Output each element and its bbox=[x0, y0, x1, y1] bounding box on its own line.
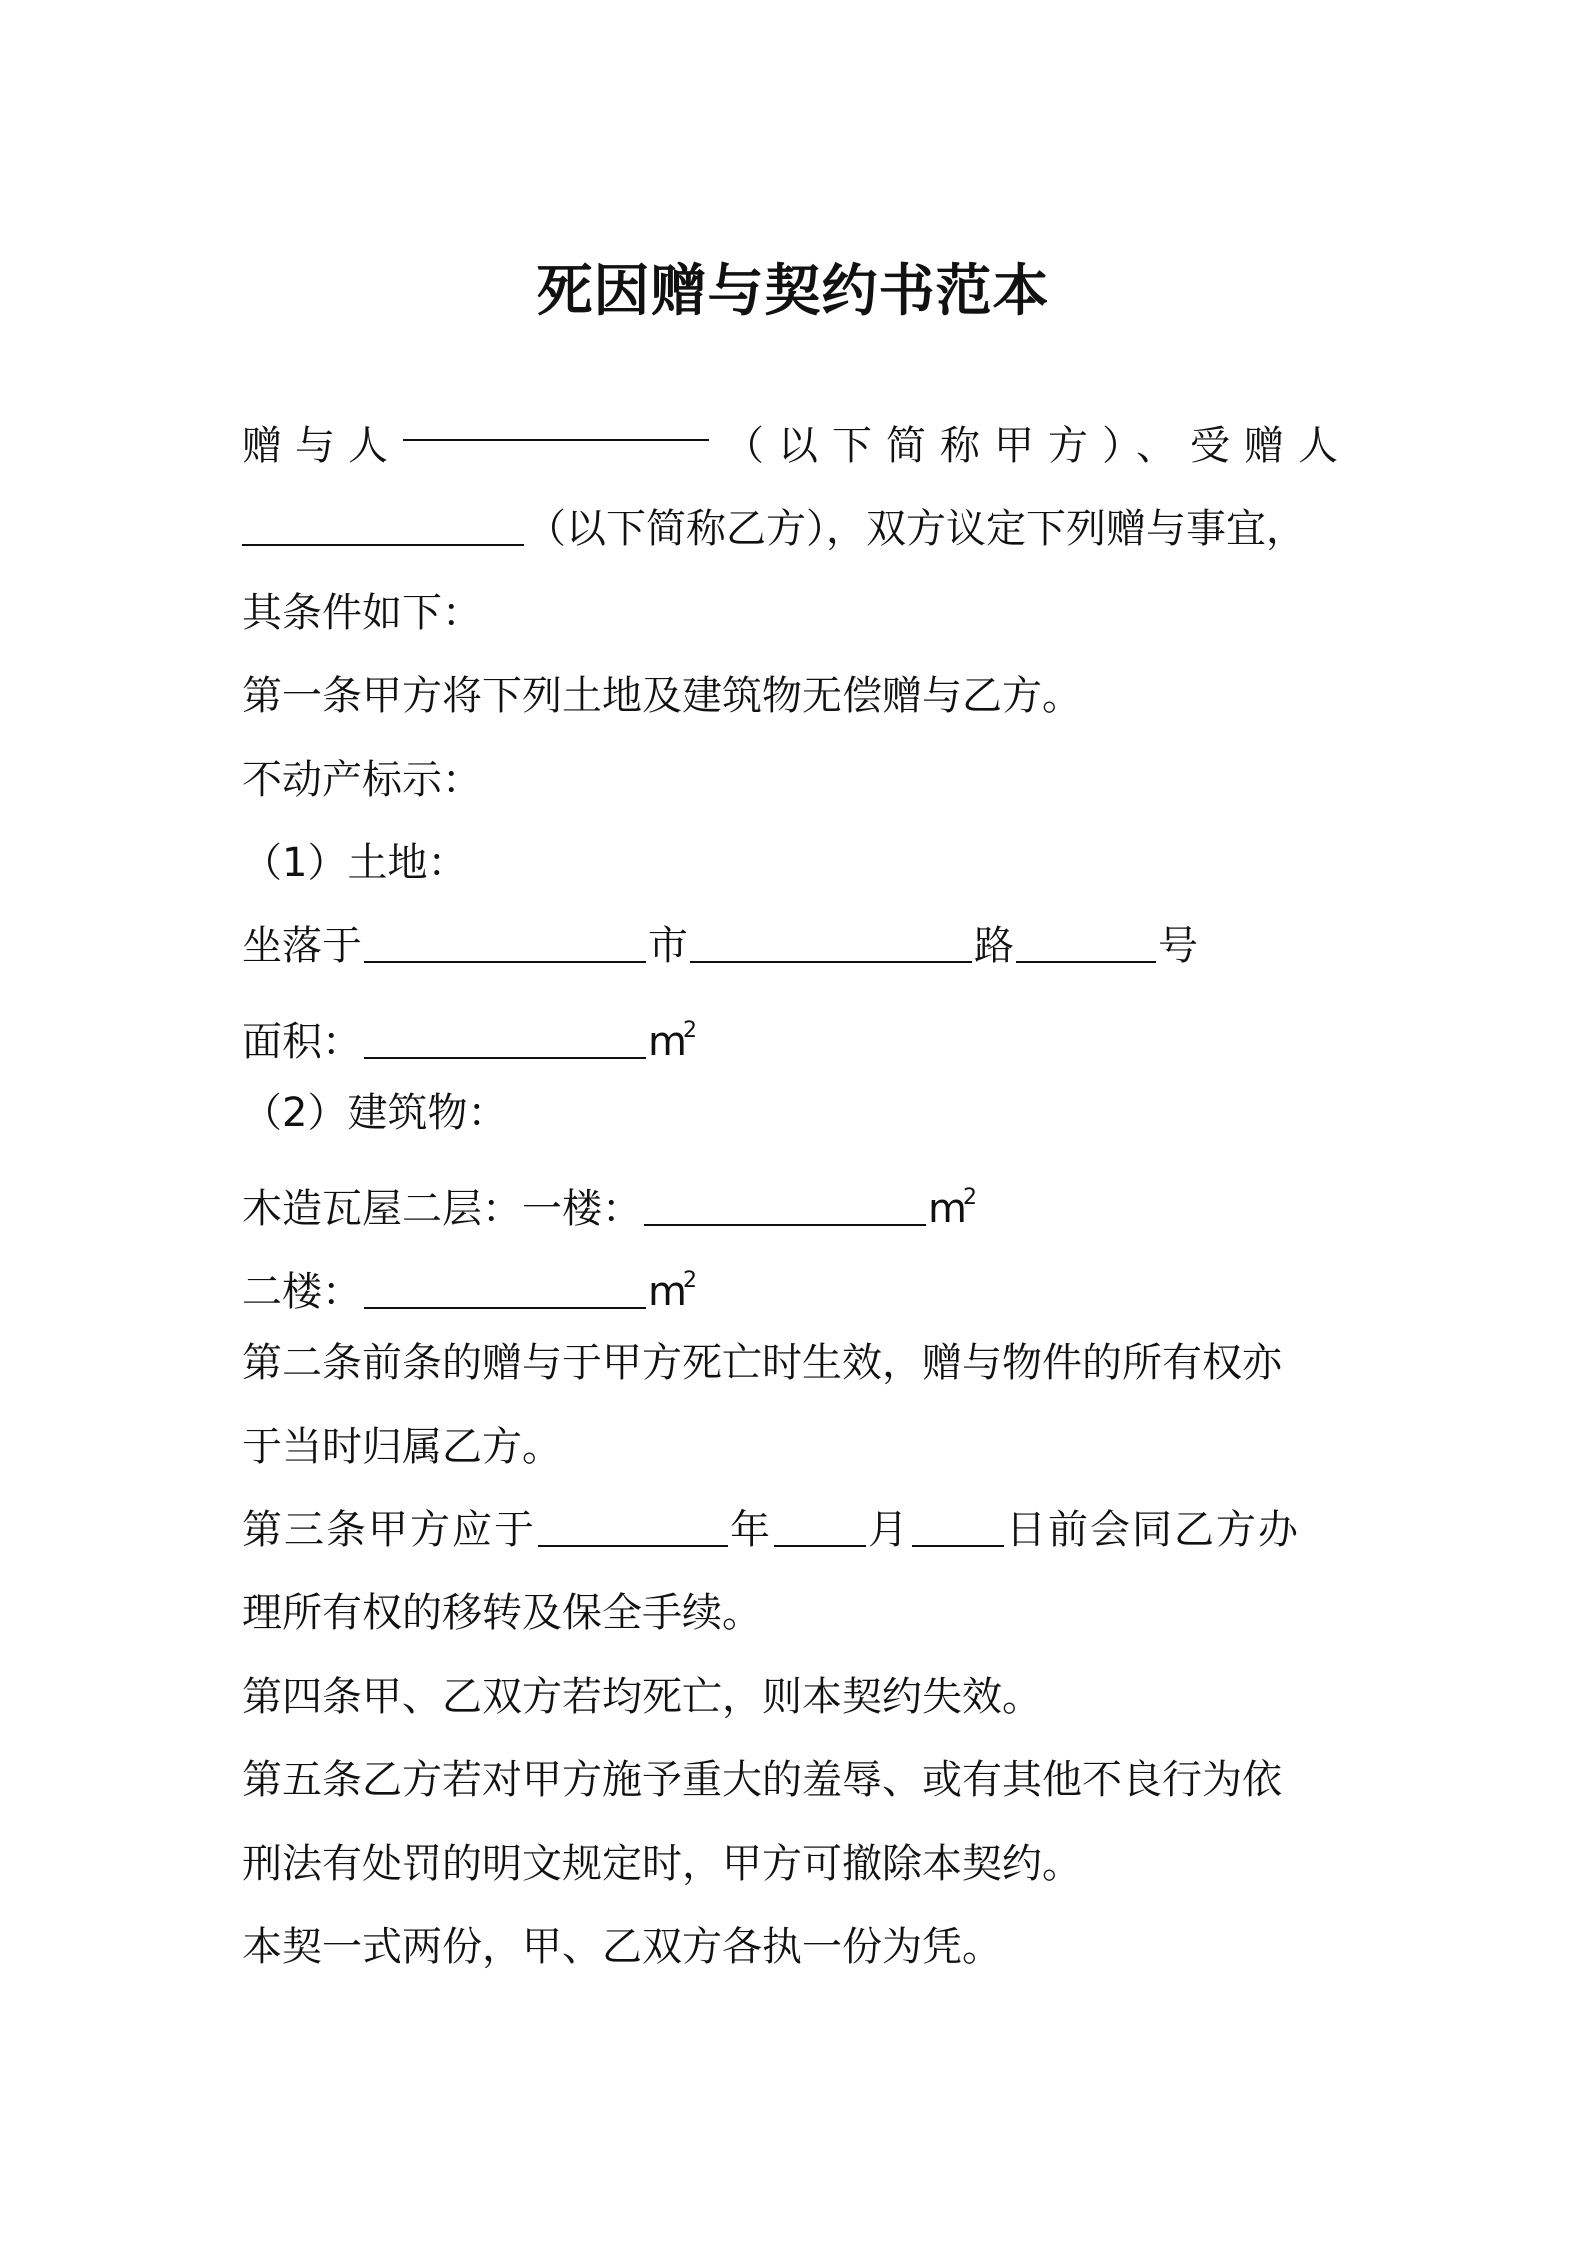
location-road: 路 bbox=[974, 923, 1014, 970]
article-1: 第一条甲方将下列土地及建筑物无偿赠与乙方。 bbox=[242, 673, 1082, 720]
intro-char: 赠 bbox=[242, 423, 282, 469]
square-meter-unit: $m^2$ bbox=[648, 1017, 697, 1065]
location-no: 号 bbox=[1158, 923, 1198, 970]
article-4: 第四条甲、乙双方若均死亡，则本契约失效。 bbox=[242, 1673, 1042, 1720]
location-city: 市 bbox=[648, 923, 688, 970]
square-meter-unit: $m^2$ bbox=[648, 1267, 697, 1315]
land-label: （1）土地： bbox=[242, 839, 468, 886]
land-location bbox=[242, 905, 1352, 988]
closing-statement: 本契一式两份，甲、乙双方各执一份为凭。 bbox=[242, 1924, 1002, 1971]
article-3-month: 月 bbox=[868, 1507, 910, 1554]
document-body bbox=[242, 405, 1352, 1989]
article-3-day: 日前会同乙方办 bbox=[1006, 1507, 1300, 1554]
article-2-line-2: 于当时归属乙方。 bbox=[242, 1423, 562, 1470]
article-3-line-1 bbox=[242, 1489, 1352, 1572]
intro-line-2 bbox=[242, 488, 1352, 571]
document-title: 死因赠与契约书范本 bbox=[536, 259, 1050, 324]
square-meter-unit: $m^2$ bbox=[928, 1184, 977, 1232]
donee-blank[interactable] bbox=[242, 510, 524, 546]
floor-2-area-blank[interactable] bbox=[364, 1273, 646, 1309]
month-blank[interactable] bbox=[774, 1511, 866, 1547]
building-floor-1 bbox=[242, 1156, 1352, 1239]
intro-char: 人 bbox=[348, 423, 388, 469]
location-prefix: 坐落于 bbox=[242, 923, 362, 970]
article-3-year: 年 bbox=[730, 1507, 772, 1554]
property-label: 不动产标示： bbox=[242, 756, 482, 803]
floor-1-area-blank[interactable] bbox=[644, 1190, 926, 1226]
day-blank[interactable] bbox=[912, 1511, 1004, 1547]
year-blank[interactable] bbox=[538, 1511, 728, 1547]
number-blank[interactable] bbox=[1016, 927, 1156, 963]
intro-line-2-text: （以下简称乙方），双方议定下列赠与事宜， bbox=[526, 506, 1306, 553]
building-floor-2 bbox=[242, 1239, 1352, 1322]
land-area-blank[interactable] bbox=[364, 1023, 646, 1059]
land-area bbox=[242, 989, 1352, 1072]
donor-blank[interactable] bbox=[403, 405, 709, 441]
article-5-line-2: 刑法有处罚的明文规定时，甲方可撤除本契约。 bbox=[242, 1840, 1082, 1887]
article-5-line-1: 第五条乙方若对甲方施予重大的羞辱、或有其他不良行为依 bbox=[242, 1757, 1282, 1804]
road-blank[interactable] bbox=[690, 927, 972, 963]
article-3-prefix: 第三条甲方应于 bbox=[242, 1507, 536, 1554]
article-3-line-2: 理所有权的移转及保全手续。 bbox=[242, 1590, 762, 1637]
intro-line-3: 其条件如下： bbox=[242, 589, 482, 636]
intro-line-1 bbox=[242, 405, 1352, 488]
area-label: 面积： bbox=[242, 1018, 362, 1065]
intro-mid-text: （以下简称甲方）、受赠人 bbox=[724, 423, 1352, 469]
article-2-line-1: 第二条前条的赠与于甲方死亡时生效，赠与物件的所有权亦 bbox=[242, 1340, 1282, 1387]
intro-char: 与 bbox=[295, 423, 335, 469]
floor-1-label: 木造瓦屋二层：一楼： bbox=[242, 1185, 642, 1232]
floor-2-label: 二楼： bbox=[242, 1268, 362, 1315]
city-blank[interactable] bbox=[364, 927, 646, 963]
building-label: （2）建筑物： bbox=[242, 1090, 508, 1137]
